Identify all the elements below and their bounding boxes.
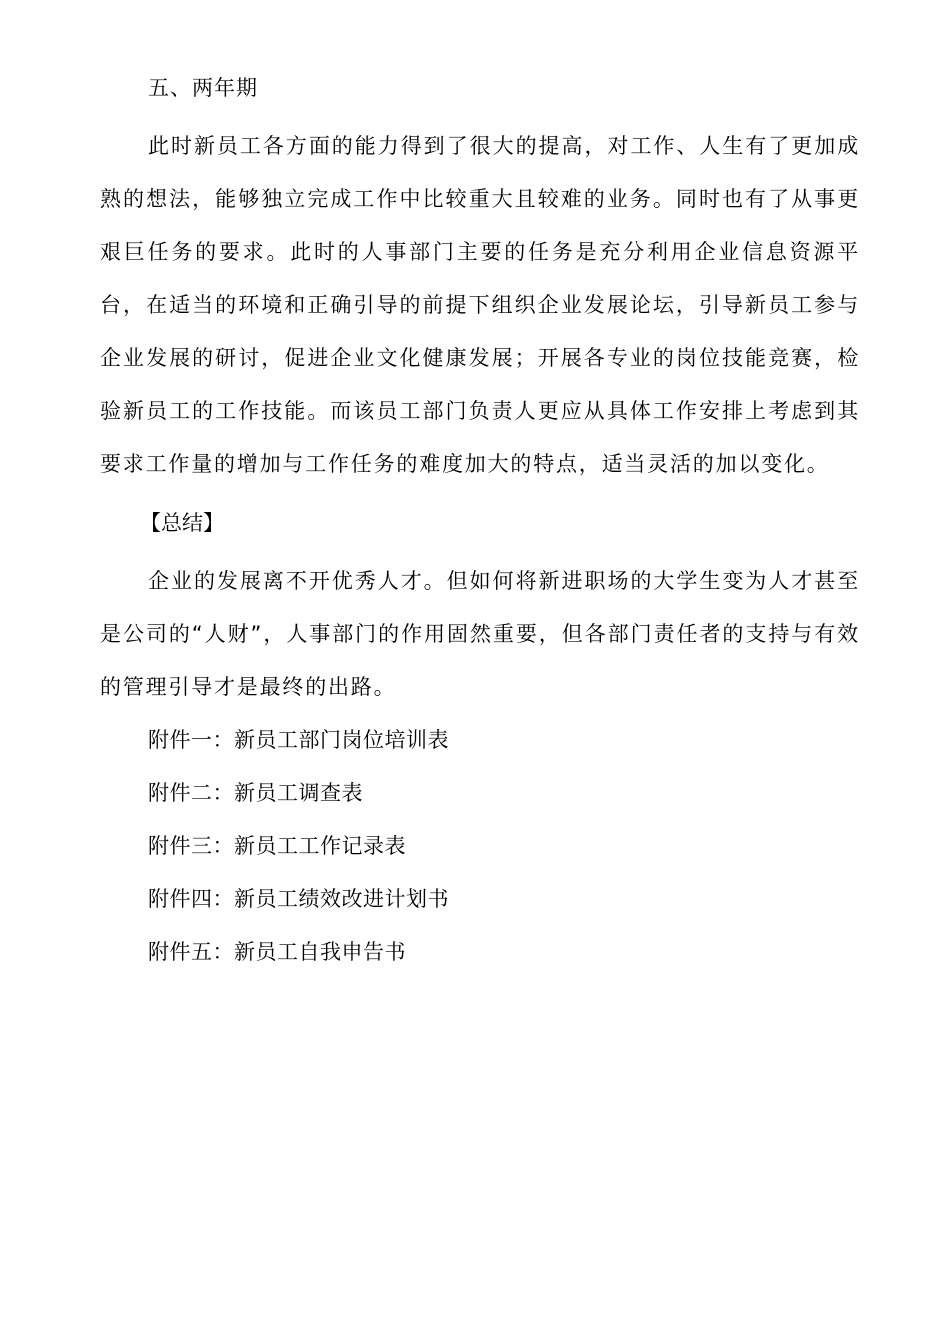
attachment-item-5: 附件五：新员工自我申告书 xyxy=(148,940,406,964)
attachment-item-3: 附件三：新员工工作记录表 xyxy=(148,834,406,858)
attachment-list xyxy=(100,714,860,979)
section-heading: 五、两年期 xyxy=(148,76,258,100)
attachment-item-2: 附件二：新员工调查表 xyxy=(148,781,363,805)
attachment-item-4: 附件四：新员工绩效改进计划书 xyxy=(148,887,449,911)
section-paragraph: 此时新员工各方面的能力得到了很大的提高，对工作、人生有了更加成熟的想法，能够独立完成工作中比较重大且较难的业务。同时也有了从事更艰巨任务的要求。此时的人事部门主要的任务是充分利用企业信息资源平台，在适当的环境和正确引导的前提下组织企业发展论坛，引导新员工参与企业发展的研讨，促进企业文化健康发展；开展各专业的岗位技能竞赛，检验新员工的工作技能。而该员工部门负责人更应从具体工作安排上考虑到其要求工作量的增加与工作任务的难度加大的特点，适当灵活的加以变化。 xyxy=(100,134,860,476)
summary-heading: 【总结】 xyxy=(140,511,224,535)
summary-paragraph: 企业的发展离不开优秀人才。但如何将新进职场的大学生变为人才甚至是公司的“人财”，人事部门的作用固然重要，但各部门责任者的支持与有效的管理引导才是最终的出路。 xyxy=(100,569,860,699)
attachment-item-1: 附件一：新员工部门岗位培训表 xyxy=(148,728,449,752)
document-body xyxy=(100,68,860,979)
